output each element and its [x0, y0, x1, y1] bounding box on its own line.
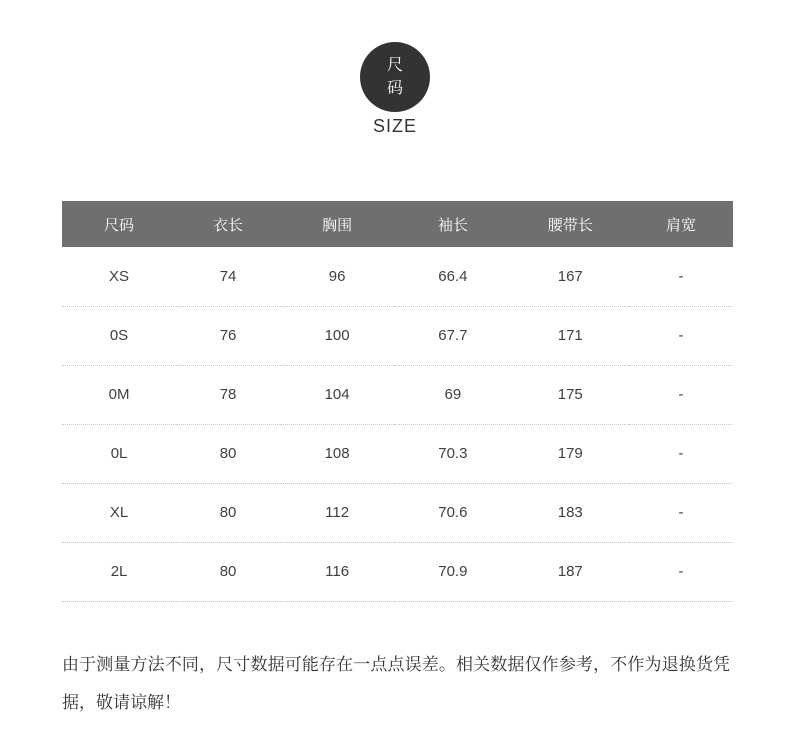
column-header: 肩宽: [665, 216, 696, 234]
table-cell: 78: [176, 365, 280, 424]
table-cell: -: [629, 247, 733, 306]
column-header: 衣长: [213, 216, 244, 234]
table-cell: 175: [512, 365, 629, 424]
table-cell: 187: [512, 542, 629, 601]
table-row: [62, 542, 733, 601]
table-cell: 116: [280, 542, 394, 601]
table-row: [62, 365, 733, 424]
table-row: [62, 306, 733, 365]
table-cell: 80: [176, 542, 280, 601]
size-badge-subtitle: SIZE: [372, 116, 417, 136]
table-cell: XL: [62, 483, 176, 542]
table-row: [62, 424, 733, 483]
column-header: 尺码: [104, 216, 135, 234]
table-cell: 69: [394, 365, 511, 424]
table-cell: -: [629, 365, 733, 424]
size-table-header: [62, 201, 733, 247]
table-cell: 67.7: [394, 306, 511, 365]
table-cell: 80: [176, 424, 280, 483]
table-cell: 108: [280, 424, 394, 483]
table-cell: XS: [62, 247, 176, 306]
column-header: 袖长: [437, 216, 468, 234]
table-cell: 104: [280, 365, 394, 424]
table-cell: 171: [512, 306, 629, 365]
table-cell: 96: [280, 247, 394, 306]
table-cell: 183: [512, 483, 629, 542]
column-header: 胸围: [322, 216, 353, 234]
measurement-disclaimer: 由于测量方法不同，尺寸数据可能存在一点点误差。相关数据仅作参考，不作为退换货凭据，敬请谅解！: [62, 654, 730, 712]
table-cell: 167: [512, 247, 629, 306]
table-cell: 66.4: [394, 247, 511, 306]
table-cell: -: [629, 306, 733, 365]
table-row: [62, 483, 733, 542]
size-badge-label: 尺码: [387, 56, 404, 97]
table-cell: 2L: [62, 542, 176, 601]
size-badge: [0, 0, 790, 137]
table-cell: -: [629, 542, 733, 601]
table-cell: 74: [176, 247, 280, 306]
table-cell: 70.6: [394, 483, 511, 542]
size-table: [62, 201, 733, 602]
table-cell: 70.9: [394, 542, 511, 601]
table-row: [62, 247, 733, 306]
table-cell: 179: [512, 424, 629, 483]
table-cell: 0S: [62, 306, 176, 365]
size-table-body: [62, 247, 733, 601]
table-cell: 100: [280, 306, 394, 365]
table-cell: -: [629, 424, 733, 483]
table-cell: 0L: [62, 424, 176, 483]
size-badge-circle: [360, 42, 430, 112]
table-cell: 70.3: [394, 424, 511, 483]
table-cell: 76: [176, 306, 280, 365]
table-cell: -: [629, 483, 733, 542]
table-cell: 112: [280, 483, 394, 542]
table-cell: 80: [176, 483, 280, 542]
header-row: [62, 201, 733, 247]
column-header: 腰带长: [547, 216, 593, 234]
table-cell: 0M: [62, 365, 176, 424]
